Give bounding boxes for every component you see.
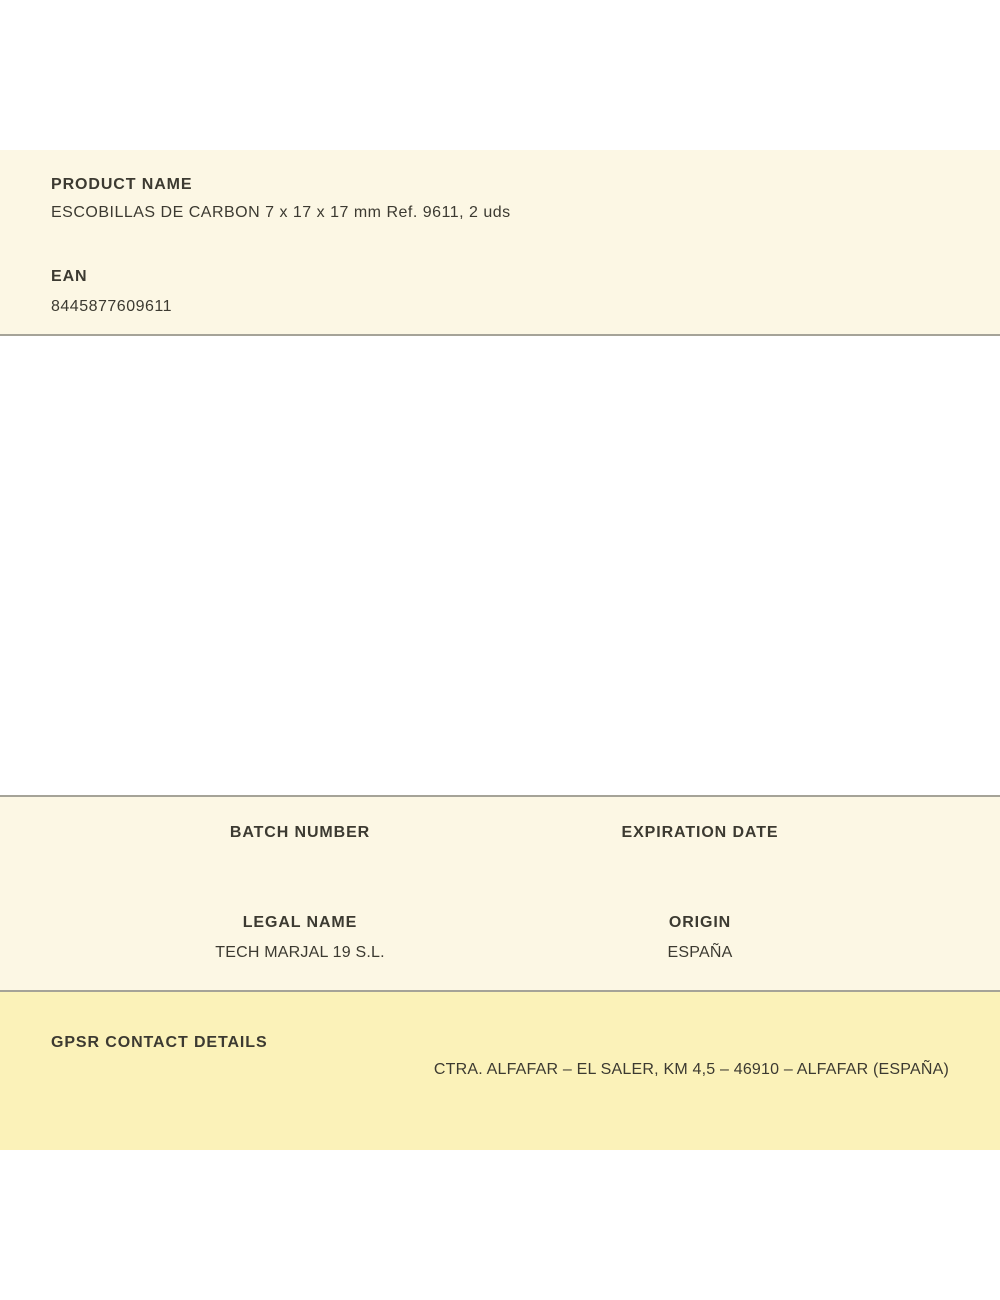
ean-value: 8445877609611 xyxy=(51,298,172,315)
batch-info-section xyxy=(0,795,1000,992)
legal-name-value: TECH MARJAL 19 S.L. xyxy=(215,944,385,961)
batch-number-cell xyxy=(100,823,500,873)
ean-label: EAN xyxy=(51,268,88,285)
product-name-field xyxy=(51,175,949,223)
batch-info-grid xyxy=(100,823,900,963)
origin-value: ESPAÑA xyxy=(667,944,733,961)
batch-number-value xyxy=(100,853,500,873)
product-name-label: PRODUCT NAME xyxy=(51,176,193,193)
product-info-section xyxy=(0,150,1000,336)
legal-name-label: LEGAL NAME xyxy=(242,914,358,931)
origin-cell xyxy=(500,913,900,963)
expiration-date-label: EXPIRATION DATE xyxy=(621,824,779,841)
expiration-date-cell xyxy=(500,823,900,873)
gpsr-contact-address: CTRA. ALFAFAR – EL SALER, KM 4,5 – 46910 – ALFAFAR (ESPAÑA) xyxy=(433,1061,949,1078)
gpsr-contact-label: GPSR CONTACT DETAILS xyxy=(51,1034,268,1051)
origin-label: ORIGIN xyxy=(668,914,732,931)
product-name-value: ESCOBILLAS DE CARBON 7 x 17 x 17 mm Ref. 9611, 2 uds xyxy=(51,204,511,221)
ean-field xyxy=(51,267,949,317)
expiration-date-value xyxy=(500,853,900,873)
legal-name-cell xyxy=(100,913,500,963)
batch-number-label: BATCH NUMBER xyxy=(229,824,371,841)
gpsr-contact-section xyxy=(0,992,1000,1150)
